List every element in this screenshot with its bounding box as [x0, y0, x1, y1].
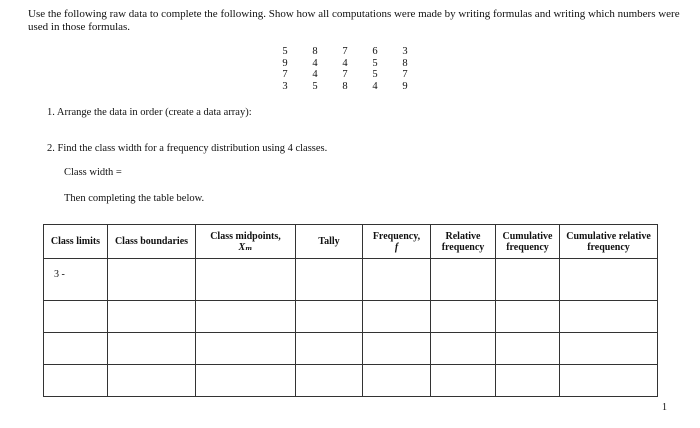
header-tally: Tally [296, 225, 363, 259]
table-cell[interactable] [363, 301, 431, 333]
table-row [44, 365, 658, 397]
raw-value: 5 [312, 80, 318, 92]
raw-value: 3 [402, 46, 408, 57]
table-cell[interactable] [108, 333, 196, 365]
table-cell[interactable] [363, 333, 431, 365]
table-cell[interactable] [296, 259, 363, 301]
table-cell[interactable] [196, 365, 296, 397]
question-1: 1. Arrange the data in order (create a data array): [47, 107, 252, 118]
raw-value: 5 [372, 69, 378, 80]
header-class-midpoints [196, 225, 296, 259]
table-cell[interactable] [560, 301, 658, 333]
raw-value: 5 [372, 57, 378, 69]
raw-value: 5 [282, 46, 288, 57]
raw-value: 8 [342, 80, 348, 92]
table-cell[interactable] [363, 365, 431, 397]
raw-value: 4 [312, 69, 318, 80]
raw-data-row [270, 81, 430, 93]
raw-value: 8 [312, 46, 318, 57]
table-row [44, 301, 658, 333]
table-cell-first-class-limit[interactable]: 3 - [44, 259, 108, 301]
table-row [44, 333, 658, 365]
question-2: 2. Find the class width for a frequency distribution using 4 classes. [47, 143, 328, 154]
table-cell[interactable] [431, 333, 496, 365]
table-cell[interactable] [108, 301, 196, 333]
header-cumulative-frequency: Cumulative frequency [496, 225, 560, 259]
frequency-table [43, 224, 658, 397]
table-header-row [44, 225, 658, 259]
table-cell[interactable] [108, 365, 196, 397]
table-cell[interactable] [496, 333, 560, 365]
table-row [44, 259, 658, 301]
header-relative-frequency: Relative frequency [431, 225, 496, 259]
header-class-limits: Class limits [44, 225, 108, 259]
raw-value: 7 [342, 46, 348, 57]
raw-value: 9 [402, 80, 408, 92]
instructions-text: Use the following raw data to complete the following. Show how all computations were made by writing formulas and writing which numbers were used in those formulas. [28, 8, 680, 33]
then-instruction: Then completing the table below. [64, 193, 205, 204]
table-cell[interactable] [196, 259, 296, 301]
header-frequency-label: Frequency, [372, 230, 421, 242]
table-cell[interactable] [44, 301, 108, 333]
raw-value: 7 [282, 69, 288, 80]
page-number: 1 [662, 402, 667, 413]
table-cell[interactable] [431, 259, 496, 301]
table-cell[interactable] [296, 333, 363, 365]
table-cell[interactable] [496, 365, 560, 397]
header-frequency [363, 225, 431, 259]
raw-value: 7 [342, 69, 348, 80]
table-cell[interactable] [363, 259, 431, 301]
table-cell[interactable] [296, 301, 363, 333]
raw-value: 6 [372, 46, 378, 57]
header-cumulative-relative-frequency: Cumulative relative frequency [560, 225, 658, 259]
raw-value: 8 [402, 57, 408, 69]
table-cell[interactable] [560, 333, 658, 365]
table-cell[interactable] [560, 259, 658, 301]
header-class-midpoints-label: Class midpoints, [210, 230, 281, 242]
raw-value: 4 [372, 80, 378, 92]
table-cell[interactable] [108, 259, 196, 301]
table-cell[interactable] [496, 301, 560, 333]
raw-value: 4 [342, 57, 348, 69]
raw-value: 7 [402, 69, 408, 80]
table-cell[interactable] [431, 301, 496, 333]
table-cell[interactable] [296, 365, 363, 397]
table-cell[interactable] [44, 333, 108, 365]
raw-data-row [270, 46, 430, 58]
class-width-label: Class width = [64, 167, 122, 178]
frequency-symbol: f [394, 241, 399, 253]
raw-value: 4 [312, 57, 318, 69]
raw-value: 9 [282, 57, 288, 69]
raw-value: 3 [282, 80, 288, 92]
table-cell[interactable] [560, 365, 658, 397]
raw-data-row [270, 69, 430, 81]
table-cell[interactable] [196, 333, 296, 365]
table-cell[interactable] [196, 301, 296, 333]
table-cell[interactable] [496, 259, 560, 301]
raw-data-row [270, 58, 430, 70]
table-cell[interactable] [44, 365, 108, 397]
table-cell[interactable] [431, 365, 496, 397]
midpoint-symbol: Xₘ [238, 241, 253, 253]
header-class-boundaries: Class boundaries [108, 225, 196, 259]
raw-data-block [270, 46, 430, 92]
